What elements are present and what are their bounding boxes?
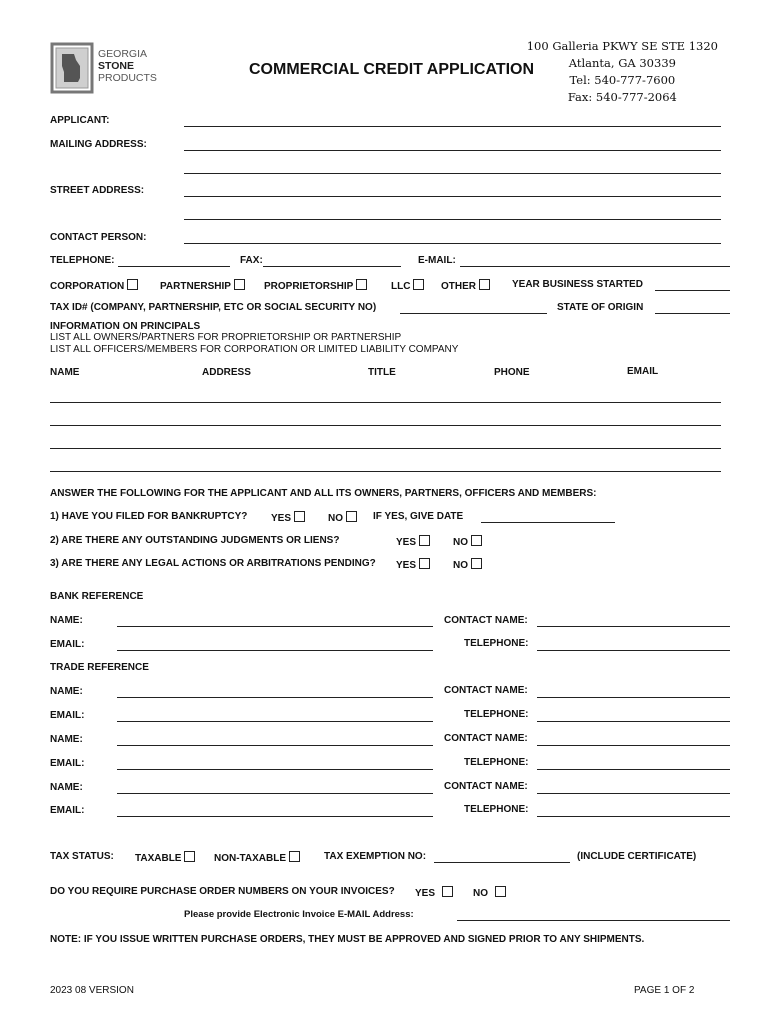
trade-2-email-label: EMAIL: bbox=[50, 758, 85, 769]
street-address-field-2[interactable] bbox=[184, 219, 721, 220]
bank-telephone-field[interactable] bbox=[537, 650, 730, 651]
fax-field[interactable] bbox=[263, 266, 401, 267]
trade-1-telephone-field[interactable] bbox=[537, 721, 730, 722]
trade-1-name-field[interactable] bbox=[117, 697, 433, 698]
non-taxable-label: NON-TAXABLE bbox=[214, 853, 287, 864]
principals-heading: INFORMATION ON PRINCIPALS bbox=[50, 321, 201, 332]
contact-person-label: CONTACT PERSON: bbox=[50, 232, 147, 243]
telephone-label: TELEPHONE: bbox=[50, 255, 115, 266]
trade-2-telephone-label: TELEPHONE: bbox=[464, 757, 529, 768]
judgments-question: 2) ARE THERE ANY OUTSTANDING JUDGMENTS OR LIENS? bbox=[50, 535, 340, 546]
taxable-label: TAXABLE bbox=[135, 853, 182, 864]
proprietorship-checkbox[interactable] bbox=[356, 279, 367, 290]
principal-row-1[interactable] bbox=[50, 402, 721, 403]
bank-contact-name-label: CONTACT NAME: bbox=[444, 615, 528, 626]
version-label: 2023 08 VERSION bbox=[50, 985, 134, 996]
no-label: NO bbox=[328, 513, 343, 524]
trade-3-email-field[interactable] bbox=[117, 816, 433, 817]
legal-actions-no bbox=[453, 558, 482, 572]
taxable-checkbox[interactable] bbox=[184, 851, 195, 862]
other-label: OTHER bbox=[441, 281, 476, 292]
col-name: NAME bbox=[50, 367, 80, 378]
email-label: E-MAIL: bbox=[418, 255, 456, 266]
col-address: ADDRESS bbox=[202, 367, 251, 378]
trade-2-contact-name-field[interactable] bbox=[537, 745, 730, 746]
telephone-field[interactable] bbox=[118, 266, 230, 267]
trade-1-telephone-label: TELEPHONE: bbox=[464, 709, 529, 720]
year-started-label: YEAR BUSINESS STARTED bbox=[512, 279, 643, 290]
po-no bbox=[473, 886, 506, 900]
logo-text bbox=[98, 48, 157, 84]
bank-contact-name-field[interactable] bbox=[537, 626, 730, 627]
taxable-option bbox=[135, 851, 195, 865]
bankruptcy-yes bbox=[271, 511, 305, 525]
po-question: DO YOU REQUIRE PURCHASE ORDER NUMBERS ON YOUR INVOICES? bbox=[50, 886, 395, 897]
no-label: NO bbox=[453, 537, 468, 548]
other-option bbox=[441, 279, 490, 293]
no-label: NO bbox=[473, 888, 488, 899]
trade-1-contact-name-label: CONTACT NAME: bbox=[444, 685, 528, 696]
trade-1-email-field[interactable] bbox=[117, 721, 433, 722]
partnership-checkbox[interactable] bbox=[234, 279, 245, 290]
llc-checkbox[interactable] bbox=[413, 279, 424, 290]
applicant-field[interactable] bbox=[184, 126, 721, 127]
legal-actions-yes bbox=[396, 558, 430, 572]
logo-line-georgia: GEORGIA bbox=[98, 48, 148, 60]
po-yes-checkbox[interactable] bbox=[442, 886, 453, 897]
col-title: TITLE bbox=[368, 367, 396, 378]
llc-label: LLC bbox=[391, 281, 411, 292]
trade-1-contact-name-field[interactable] bbox=[537, 697, 730, 698]
tax-exemption-label: TAX EXEMPTION NO: bbox=[324, 851, 427, 862]
invoice-email-field[interactable] bbox=[457, 920, 730, 921]
address-line: 100 Galleria PKWY SE STE 1320 bbox=[526, 39, 718, 53]
trade-2-telephone-field[interactable] bbox=[537, 769, 730, 770]
company-logo bbox=[50, 42, 160, 94]
bank-reference-heading: BANK REFERENCE bbox=[50, 591, 144, 602]
bank-name-label: NAME: bbox=[50, 615, 83, 626]
state-origin-field[interactable] bbox=[655, 313, 730, 314]
bank-email-field[interactable] bbox=[117, 650, 433, 651]
bankruptcy-date-field[interactable] bbox=[481, 522, 615, 523]
trade-1-name-label: NAME: bbox=[50, 686, 83, 697]
trade-3-contact-name-field[interactable] bbox=[537, 793, 730, 794]
email-field[interactable] bbox=[460, 266, 730, 267]
judgments-yes-checkbox[interactable] bbox=[419, 535, 430, 546]
invoice-email-label: Please provide Electronic Invoice E-MAIL Address: bbox=[184, 909, 414, 920]
no-label: NO bbox=[453, 560, 468, 571]
yes-label: YES bbox=[396, 537, 417, 548]
trade-1-email-label: EMAIL: bbox=[50, 710, 85, 721]
proprietorship-option bbox=[264, 279, 367, 293]
contact-person-field[interactable] bbox=[184, 243, 721, 244]
state-origin-label: STATE OF ORIGIN bbox=[557, 302, 644, 313]
logo-line-products: PRODUCTS bbox=[98, 72, 157, 84]
principal-row-3[interactable] bbox=[50, 448, 721, 449]
principals-instruction-1: LIST ALL OWNERS/PARTNERS FOR PROPRIETORSHIP OR PARTNERSHIP bbox=[50, 332, 402, 343]
company-address bbox=[527, 38, 718, 106]
col-email: EMAIL bbox=[627, 366, 659, 377]
legal-actions-no-checkbox[interactable] bbox=[471, 558, 482, 569]
col-phone: PHONE bbox=[494, 367, 530, 378]
partnership-option bbox=[160, 279, 245, 293]
trade-2-name-field[interactable] bbox=[117, 745, 433, 746]
yes-label: YES bbox=[271, 513, 292, 524]
bank-email-label: EMAIL: bbox=[50, 639, 85, 650]
trade-3-contact-name-label: CONTACT NAME: bbox=[444, 781, 528, 792]
trade-3-name-field[interactable] bbox=[117, 793, 433, 794]
questions-intro: ANSWER THE FOLLOWING FOR THE APPLICANT AND ALL ITS OWNERS, PARTNERS, OFFICERS AND MEMBERS: bbox=[50, 488, 597, 499]
principal-row-2[interactable] bbox=[50, 425, 721, 426]
trade-3-email-label: EMAIL: bbox=[50, 805, 85, 816]
mailing-address-field-2[interactable] bbox=[184, 173, 721, 174]
judgments-no-checkbox[interactable] bbox=[471, 535, 482, 546]
tax-status-label: TAX STATUS: bbox=[50, 851, 114, 862]
trade-3-name-label: NAME: bbox=[50, 782, 83, 793]
bankruptcy-no-checkbox[interactable] bbox=[346, 511, 357, 522]
trade-2-name-label: NAME: bbox=[50, 734, 83, 745]
trade-2-email-field[interactable] bbox=[117, 769, 433, 770]
non-taxable-checkbox[interactable] bbox=[289, 851, 300, 862]
logo-line-stone: STONE bbox=[98, 60, 134, 72]
other-checkbox[interactable] bbox=[479, 279, 490, 290]
tax-id-field[interactable] bbox=[400, 313, 547, 314]
street-address-field[interactable] bbox=[184, 196, 721, 197]
corporation-label: CORPORATION bbox=[50, 281, 125, 292]
principals-instruction-2: LIST ALL OFFICERS/MEMBERS FOR CORPORATION OR LIMITED LIABILITY COMPANY bbox=[50, 344, 459, 355]
judgments-no bbox=[453, 535, 482, 549]
mailing-address-field[interactable] bbox=[184, 150, 721, 151]
mailing-address-label: MAILING ADDRESS: bbox=[50, 139, 147, 150]
bank-telephone-label: TELEPHONE: bbox=[464, 638, 529, 649]
include-certificate-note: (INCLUDE CERTIFICATE) bbox=[577, 851, 697, 862]
proprietorship-label: PROPRIETORSHIP bbox=[264, 281, 354, 292]
yes-label: YES bbox=[415, 888, 436, 899]
tax-exemption-field[interactable] bbox=[434, 862, 570, 863]
corporation-option bbox=[50, 279, 138, 293]
trade-3-telephone-field[interactable] bbox=[537, 816, 730, 817]
bankruptcy-question: 1) HAVE YOU FILED FOR BANKRUPTCY? bbox=[50, 511, 248, 522]
address-phone: Tel: 540-777-7600 bbox=[569, 73, 676, 87]
street-address-label: STREET ADDRESS: bbox=[50, 185, 145, 196]
partnership-label: PARTNERSHIP bbox=[160, 281, 231, 292]
judgments-yes bbox=[396, 535, 430, 549]
legal-actions-yes-checkbox[interactable] bbox=[419, 558, 430, 569]
po-yes bbox=[415, 886, 453, 900]
page-title: COMMERCIAL CREDIT APPLICATION bbox=[249, 61, 535, 78]
applicant-label: APPLICANT: bbox=[50, 115, 110, 126]
corporation-checkbox[interactable] bbox=[127, 279, 138, 290]
po-no-checkbox[interactable] bbox=[495, 886, 506, 897]
bankruptcy-no bbox=[328, 511, 357, 525]
yes-label: YES bbox=[396, 560, 417, 571]
bankruptcy-date-label: IF YES, GIVE DATE bbox=[373, 511, 464, 522]
trade-reference-heading: TRADE REFERENCE bbox=[50, 662, 149, 673]
page-number: PAGE 1 OF 2 bbox=[634, 985, 695, 996]
fax-label: FAX: bbox=[240, 255, 263, 266]
address-line: Atlanta, GA 30339 bbox=[568, 56, 676, 70]
legal-actions-question: 3) ARE THERE ANY LEGAL ACTIONS OR ARBITRATIONS PENDING? bbox=[50, 558, 376, 569]
address-fax: Fax: 540-777-2064 bbox=[567, 90, 677, 104]
principal-row-4[interactable] bbox=[50, 471, 721, 472]
year-started-field[interactable] bbox=[655, 290, 730, 291]
po-approval-note: NOTE: IF YOU ISSUE WRITTEN PURCHASE ORDERS, THEY MUST BE APPROVED AND SIGNED PRIOR TO ANY SHIPMENTS. bbox=[50, 934, 645, 945]
bank-name-field[interactable] bbox=[117, 626, 433, 627]
bankruptcy-yes-checkbox[interactable] bbox=[294, 511, 305, 522]
llc-option bbox=[391, 279, 424, 293]
non-taxable-option bbox=[214, 851, 300, 865]
tax-id-label: TAX ID# (COMPANY, PARTNERSHIP, ETC OR SOCIAL SECURITY NO) bbox=[50, 302, 377, 313]
trade-3-telephone-label: TELEPHONE: bbox=[464, 804, 529, 815]
georgia-stone-logo-icon bbox=[50, 42, 94, 94]
trade-2-contact-name-label: CONTACT NAME: bbox=[444, 733, 528, 744]
